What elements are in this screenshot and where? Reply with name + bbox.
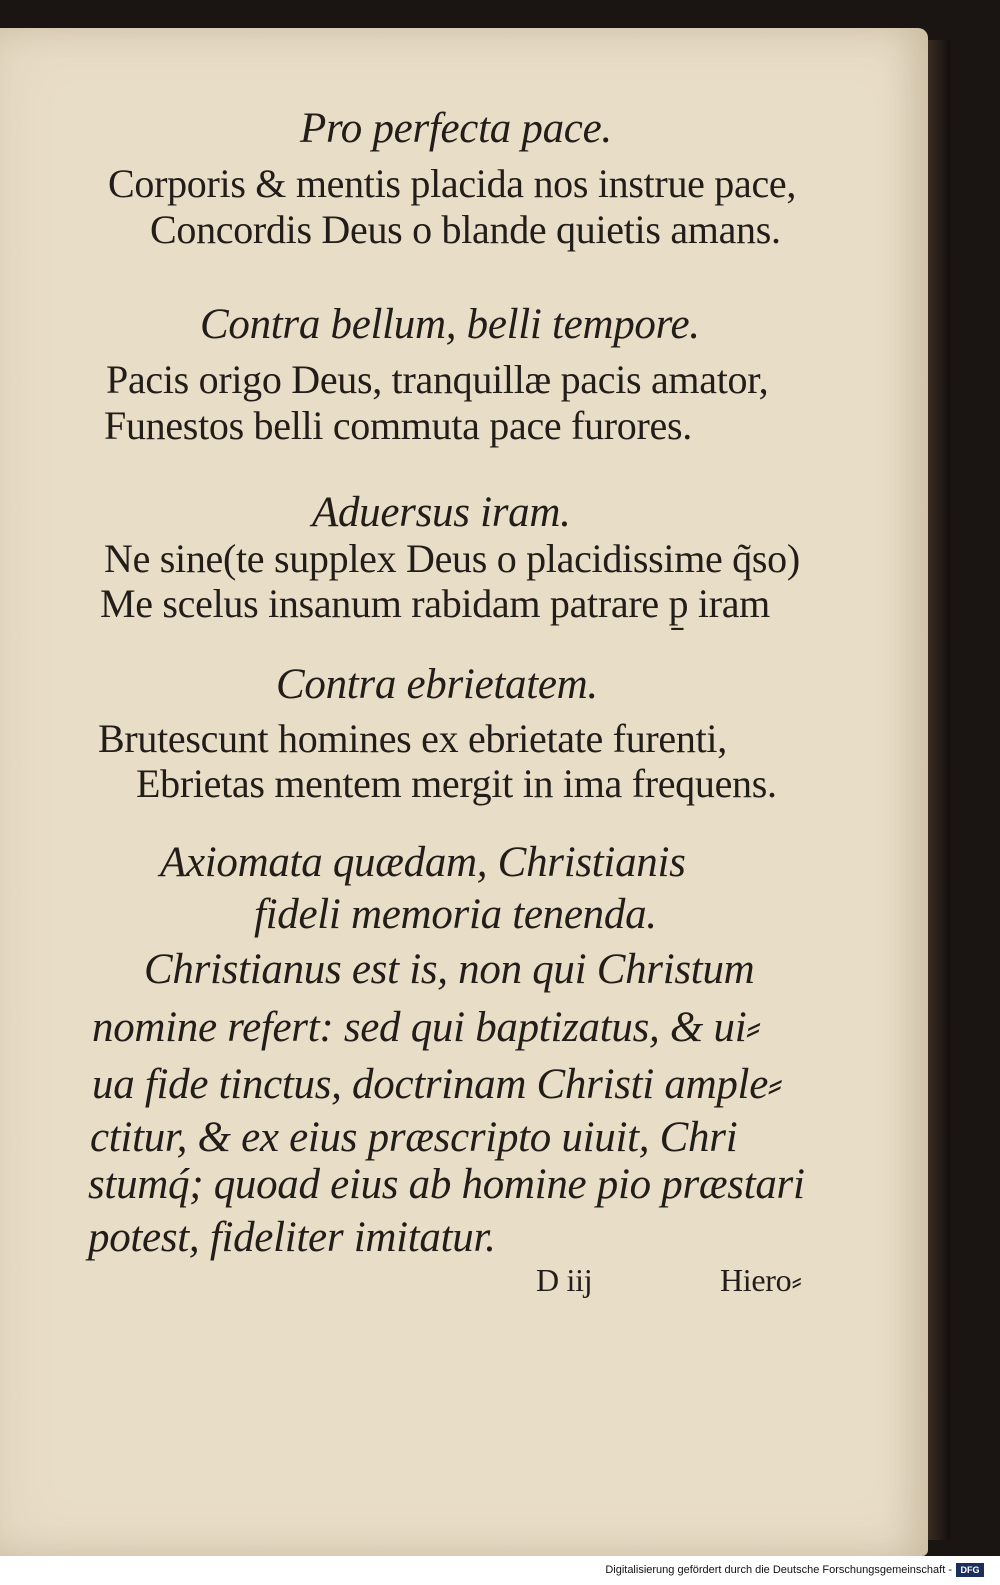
verse-line: Corporis & mentis placida nos instrue pace,: [108, 161, 797, 206]
verse-line: Concordis Deus o blande quietis amans.: [150, 207, 781, 252]
prose-line: ctitur, & ex eius præscripto uiuit, Chri: [90, 1114, 738, 1161]
heading-axiomata: fideli memoria tenenda.: [254, 891, 657, 938]
footer-bar: [0, 1556, 1000, 1585]
verse-line: Funestos belli commuta pace furores.: [104, 403, 692, 448]
heading-contra-bellum: Contra bellum, belli tempore.: [200, 301, 700, 348]
prose-line: stumq́; quoad eius ab homine pio præstari: [88, 1161, 805, 1208]
dfg-logo: DFG: [956, 1563, 984, 1577]
heading-pro-perfecta-pace: Pro perfecta pace.: [300, 105, 612, 152]
verse-line: Pacis origo Deus, tranquillæ pacis amator,: [106, 357, 769, 402]
heading-contra-ebrietatem: Contra ebrietatem.: [276, 661, 598, 708]
verse-line: Me scelus insanum rabidam patrare p̱ iram: [100, 581, 770, 626]
verse-line: Brutescunt homines ex ebrietate furenti,: [98, 716, 727, 761]
prose-line: nomine refert: sed qui baptizatus, & ui⸗: [92, 1004, 761, 1051]
verse-line: Ebrietas mentem mergit in ima frequens.: [136, 761, 777, 806]
dfg-credit-text: Digitalisierung gefördert durch die Deutsche Forschungsgemeinschaft -: [605, 1564, 952, 1576]
book-fore-edge: [928, 40, 950, 1540]
catchword: Hiero⸗: [720, 1262, 802, 1298]
prose-line: Christianus est is, non qui Christum: [144, 946, 755, 993]
heading-aduersus-iram: Aduersus iram.: [312, 489, 571, 536]
prose-line: potest, fideliter imitatur.: [88, 1214, 496, 1261]
signature-mark: D iij: [536, 1262, 593, 1298]
prose-line: ua fide tinctus, doctrinam Christi ample⸗: [92, 1061, 782, 1108]
verse-line: Ne sine(te supplex Deus o placidissime q̃so): [104, 536, 800, 581]
heading-axiomata: Axiomata quædam, Christianis: [160, 839, 686, 886]
